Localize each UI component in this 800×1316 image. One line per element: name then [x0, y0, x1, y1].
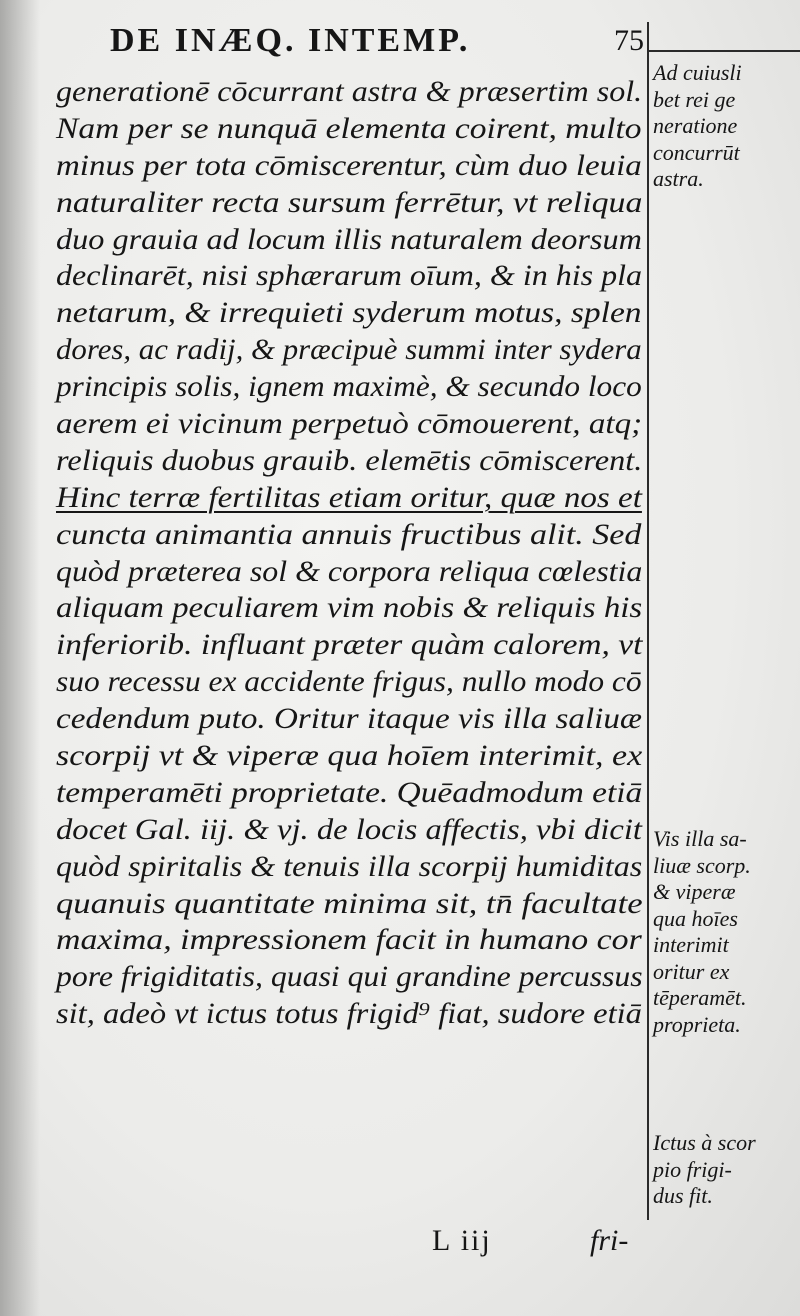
text-line: sit, adeò vt ictus totus frigid⁹ fiat, sudore etiā: [56, 997, 642, 1031]
text-line: cedendum puto. Oritur itaque vis illa saliuæ: [56, 702, 643, 736]
text-line: docet Gal. iij. & vj. de locis affectis, vbi dicit: [56, 812, 642, 846]
margin-note-vis-saliuae: [653, 826, 797, 1038]
text-line: dores, ac radij, & præcipuè summi inter sydera: [56, 333, 642, 367]
text-line-underlined: Hinc terræ fertilitas etiam oritur, quæ nos et: [56, 480, 642, 514]
margin-note-line: neratione: [653, 113, 738, 138]
margin-note-line: Ad cuiusli: [653, 60, 742, 85]
text-line: minus per tota cōmiscerentur, cùm duo leuia: [56, 148, 642, 182]
text-line: principis solis, ignem maximè, & secundo loco: [56, 370, 642, 404]
text-line: reliquis duobus grauib. elemētis cōmiscerent.: [56, 443, 643, 477]
margin-note-line: bet rei ge: [653, 86, 736, 112]
signature-mark: L iij: [432, 1224, 492, 1257]
text-line: scorpij vt & viperæ qua hoīem interimit, ex: [56, 739, 643, 773]
text-line: quòd præterea sol & corpora reliqua cœlestia: [56, 554, 643, 588]
margin-note-astra: [653, 60, 797, 193]
margin-note-line: Ictus à scor: [653, 1130, 756, 1155]
text-line: declinarēt, nisi sphærarum oīum, & in his pla: [56, 259, 642, 293]
margin-note-line: astra.: [653, 166, 704, 191]
margin-note-ictus: [653, 1130, 797, 1210]
margin-note-line: dus fit.: [653, 1183, 713, 1208]
margin-note-line: proprieta.: [653, 1011, 741, 1037]
text-line: quòd spiritalis & tenuis illa scorpij humiditas: [56, 849, 643, 883]
margin-note-line: qua hoīes: [653, 905, 738, 931]
margin-note-line: concurrūt: [653, 139, 740, 165]
margin-note-line: oritur ex: [653, 958, 730, 984]
text-line: generationē cōcurrant astra & præsertim sol.: [56, 75, 643, 108]
catchword: fri-: [590, 1224, 629, 1257]
margin-note-line: liuæ scorp.: [653, 852, 751, 878]
header-rule: [648, 50, 800, 52]
text-line: naturaliter recta sursum ferrētur, vt reliqua: [56, 185, 643, 219]
running-head: DE INÆQ. INTEMP.: [110, 22, 471, 59]
margin-note-line: tēperamēt.: [653, 985, 747, 1010]
page-number: 75: [614, 24, 644, 57]
text-line: inferiorib. influant præter quàm calorem, vt: [56, 628, 643, 662]
text-line: temperamēti proprietate. Quēadmodum etiā: [56, 775, 643, 809]
text-line: netarum, & irrequieti syderum motus, splen: [56, 296, 642, 330]
gutter-shadow: [0, 0, 40, 1316]
margin-note-line: & viperæ: [653, 879, 736, 904]
body-text: [56, 74, 644, 1033]
margin-note-line: Vis illa sa-: [653, 826, 747, 851]
margin-note-line: pio frigi-: [653, 1156, 732, 1182]
text-line: cuncta animantia annuis fructibus alit. Sed: [56, 517, 642, 551]
text-line: duo grauia ad locum illis naturalem deorsum: [56, 222, 642, 256]
text-line: quanuis quantitate minima sit, tn̄ facultate: [56, 886, 643, 920]
text-line: aliquam peculiarem vim nobis & reliquis his: [56, 591, 643, 625]
text-line: pore frigiditatis, quasi qui grandine percussus: [56, 960, 643, 994]
page-header: [110, 22, 650, 72]
text-line: suo recessu ex accidente frigus, nullo modo cō: [56, 665, 642, 699]
text-line: maxima, impressionem facit in humano cor: [56, 923, 642, 957]
text-line: aerem ei vicinum perpetuò cōmouerent, atq;: [56, 407, 643, 441]
margin-note-line: interimit: [653, 932, 729, 957]
text-line: Nam per se nunquā elementa coirent, multo: [56, 111, 642, 145]
